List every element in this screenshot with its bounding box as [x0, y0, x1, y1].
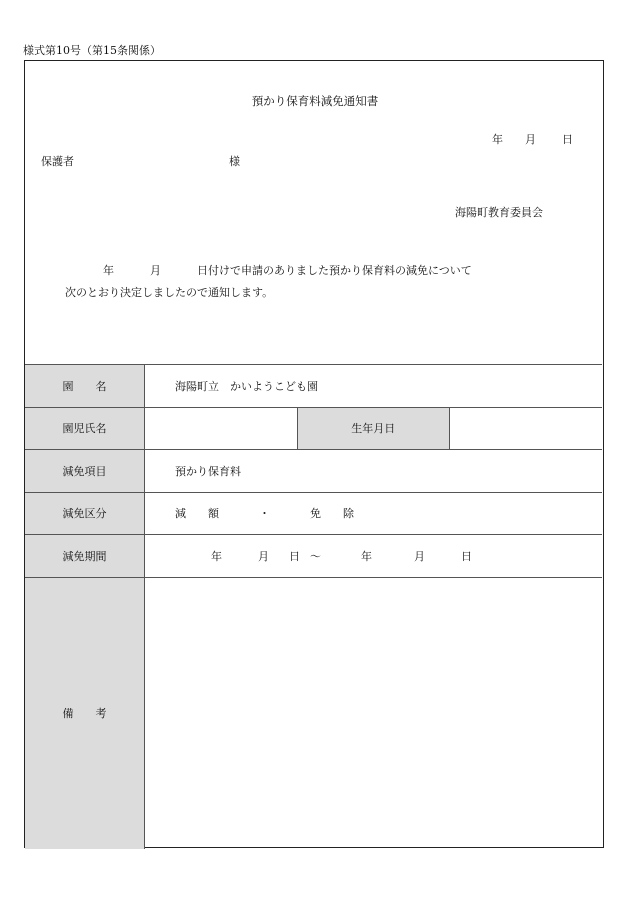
- reduction-period-value: [145, 535, 603, 578]
- period-tilde: ～: [310, 549, 321, 563]
- birthdate-field[interactable]: [450, 407, 603, 450]
- body-line-1: [103, 262, 472, 278]
- guardian-label: 保護者: [41, 155, 74, 168]
- birthdate-label: 生年月日: [297, 407, 450, 450]
- reduction-type-options: [145, 492, 603, 535]
- issue-date: [492, 131, 573, 147]
- document-title: 預かり保育料減免通知書: [251, 94, 379, 108]
- period-start-year: 年: [211, 549, 222, 563]
- period-start-month: 月: [258, 549, 269, 563]
- date-year-label: 年: [492, 133, 503, 146]
- option-separator: ・: [259, 507, 270, 521]
- date-day-label: 日: [562, 133, 573, 146]
- guardian-honorific: 様: [229, 155, 240, 168]
- details-table: [25, 364, 602, 849]
- remarks-field[interactable]: [145, 577, 603, 849]
- reduction-item-value: 預かり保育料: [145, 450, 603, 493]
- issuer-name: 海陽町教育委員会: [455, 206, 543, 219]
- body-year-label: 年: [103, 264, 114, 277]
- table-row-period: [25, 535, 602, 578]
- remarks-label: 備 考: [25, 577, 145, 849]
- body-line-1-text: 日付けで申請のありました預かり保育料の減免について: [197, 264, 472, 277]
- school-name-label: 園 名: [25, 365, 145, 408]
- reduction-type-label: 減免区分: [25, 492, 145, 535]
- period-end-day: 日: [461, 549, 472, 563]
- period-start-day: 日: [289, 549, 300, 563]
- body-line-2: 次のとおり決定しましたので通知します。: [65, 286, 274, 299]
- period-end-year: 年: [361, 549, 372, 563]
- form-number: 様式第10号（第15条関係）: [23, 44, 161, 57]
- child-name-label: 園児氏名: [25, 407, 145, 450]
- date-month-label: 月: [525, 133, 536, 146]
- table-row-child: [25, 407, 602, 450]
- period-end-month: 月: [414, 549, 425, 563]
- body-month-label: 月: [150, 264, 161, 277]
- table-row-school: [25, 365, 602, 408]
- notice-form: [24, 60, 604, 848]
- reduction-item-label: 減免項目: [25, 450, 145, 493]
- option-exempt[interactable]: 免 除: [310, 507, 354, 521]
- reduction-period-label: 減免期間: [25, 535, 145, 578]
- table-row-remarks: [25, 577, 602, 849]
- school-name-value: 海陽町立 かいようこども園: [145, 365, 603, 408]
- child-name-field[interactable]: [145, 407, 298, 450]
- table-row-item: [25, 450, 602, 493]
- option-reduce[interactable]: 減 額: [175, 507, 219, 521]
- table-row-type: [25, 492, 602, 535]
